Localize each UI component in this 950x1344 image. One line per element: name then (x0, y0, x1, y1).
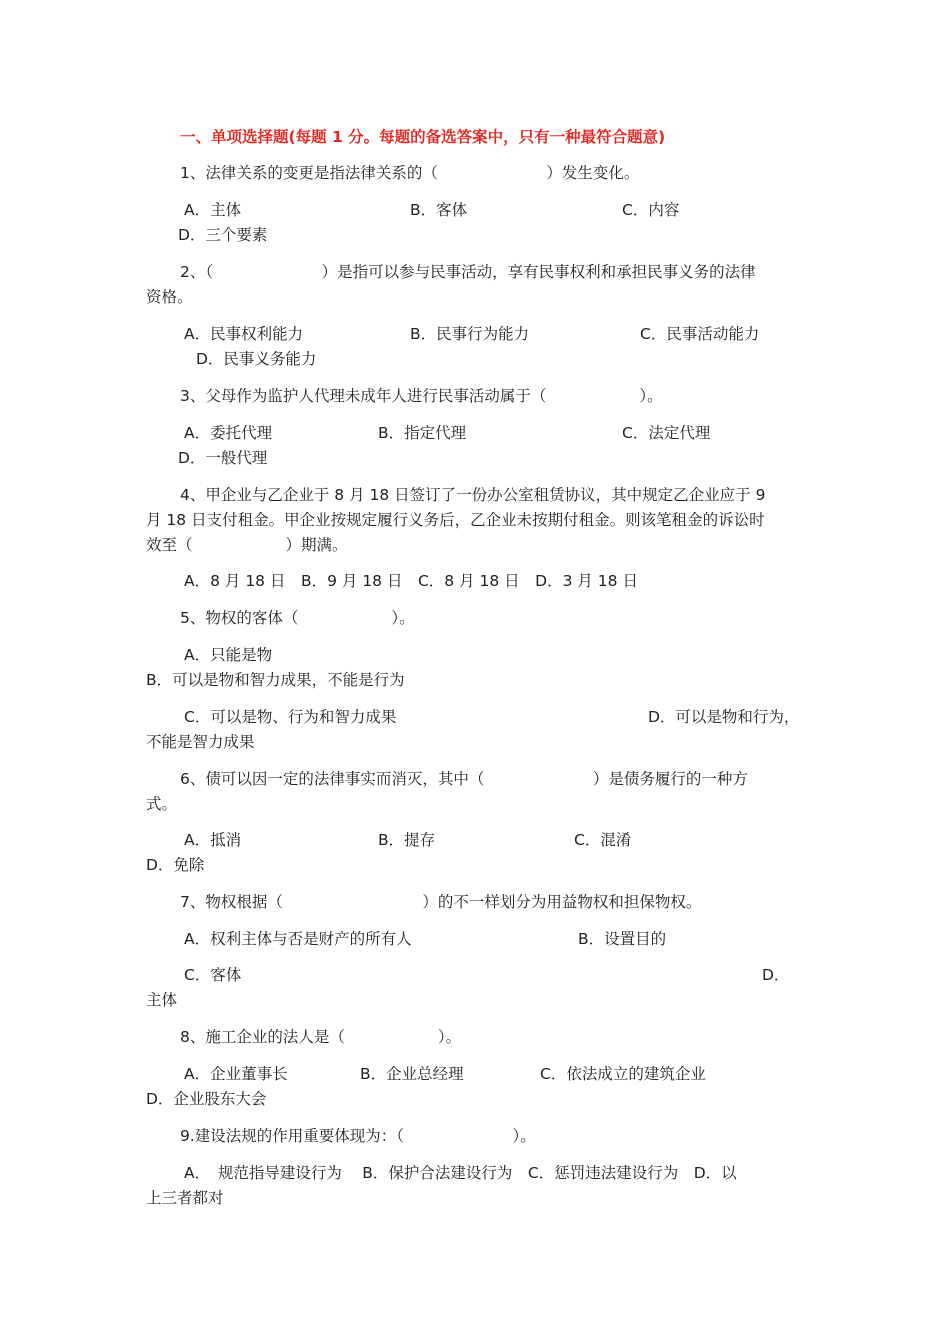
q3-option-b: B．指定代理 (378, 424, 467, 442)
question-9-stem: 9.建设法规的作用重要体现为：（ ）。 (180, 1127, 536, 1145)
q8-option-d: D．企业股东大会 (146, 1090, 267, 1108)
q7-option-d-cont: 主体 (146, 991, 178, 1009)
q7-option-b: B．设置目的 (578, 930, 667, 948)
question-6-stem: 6、债可以因一定的法律事实而消灭，其中（ ）是债务履行的一种方 (180, 770, 748, 788)
question-2-stem-cont: 资格。 (146, 288, 193, 306)
question-7-stem: 7、物权根据（ ）的不一样划分为用益物权和担保物权。 (180, 893, 702, 911)
q2-option-b: B．民事行为能力 (410, 325, 530, 343)
q2-option-c: C．民事活动能力 (640, 325, 760, 343)
question-3-stem: 3、父母作为监护人代理未成年人进行民事活动属于（ ）。 (180, 387, 663, 405)
q9-options: A． 规范指导建设行为 B．保护合法建设行为 C．惩罚违法建设行为 D．以 (184, 1164, 737, 1182)
q5-option-c: C．可以是物、行为和智力成果 (184, 708, 397, 726)
q3-option-d: D．一般代理 (178, 449, 268, 467)
q8-option-a: A．企业董事长 (184, 1065, 288, 1083)
q2-option-a: A．民事权利能力 (184, 325, 304, 343)
question-6-stem-cont: 式。 (146, 795, 178, 813)
q6-option-b: B．提存 (378, 831, 436, 849)
q2-option-d: D．民事义务能力 (196, 350, 317, 368)
q1-option-d: D．三个要素 (178, 226, 268, 244)
q1-option-c: C．内容 (622, 201, 680, 219)
q3-option-a: A．委托代理 (184, 424, 273, 442)
question-4-stem-cont-2: 效至（ ）期满。 (146, 536, 348, 554)
question-5-stem: 5、物权的客体（ ）。 (180, 609, 415, 627)
q9-options-cont: 上三者都对 (146, 1189, 224, 1207)
question-2-stem: 2、（ ）是指可以参与民事活动，享有民事权利和承担民事义务的法律 (180, 263, 756, 281)
q5-option-d: D．可以是物和行为， (648, 708, 800, 726)
question-8-stem: 8、施工企业的法人是（ ）。 (180, 1028, 462, 1046)
question-1-stem: 1、法律关系的变更是指法律关系的（ ）发生变化。 (180, 164, 640, 182)
question-4-stem: 4、甲企业与乙企业于 8 月 18 日签订了一份办公室租赁协议，其中规定乙企业应于 9 (180, 486, 766, 504)
question-4-stem-cont: 月 18 日支付租金。甲企业按规定履行义务后，乙企业未按期付租金。则该笔租金的诉讼时 (146, 511, 765, 529)
q8-option-b: B．企业总经理 (360, 1065, 464, 1083)
q6-option-c: C．混淆 (574, 831, 632, 849)
q7-option-a: A．权利主体与否是财产的所有人 (184, 930, 412, 948)
q1-option-a: A．主体 (184, 201, 242, 219)
q5-option-b: B．可以是物和智力成果，不能是行为 (146, 671, 405, 689)
q8-option-c: C．依法成立的建筑企业 (540, 1065, 706, 1083)
q6-option-d: D．免除 (146, 856, 205, 874)
q7-option-d: D． (762, 966, 790, 984)
q6-option-a: A．抵消 (184, 831, 242, 849)
section-heading: 一、单项选择题(每题 1 分。每题的备选答案中，只有一种最符合题意) (180, 128, 666, 146)
q7-option-c: C．客体 (184, 966, 242, 984)
q4-options: A．8 月 18 日 B．9 月 18 日 C．8 月 18 日 D．3 月 18 日 (184, 572, 638, 590)
q5-option-a: A．只能是物 (184, 646, 273, 664)
q1-option-b: B．客体 (410, 201, 468, 219)
q3-option-c: C．法定代理 (622, 424, 711, 442)
q5-option-d-cont: 不能是智力成果 (146, 733, 255, 751)
